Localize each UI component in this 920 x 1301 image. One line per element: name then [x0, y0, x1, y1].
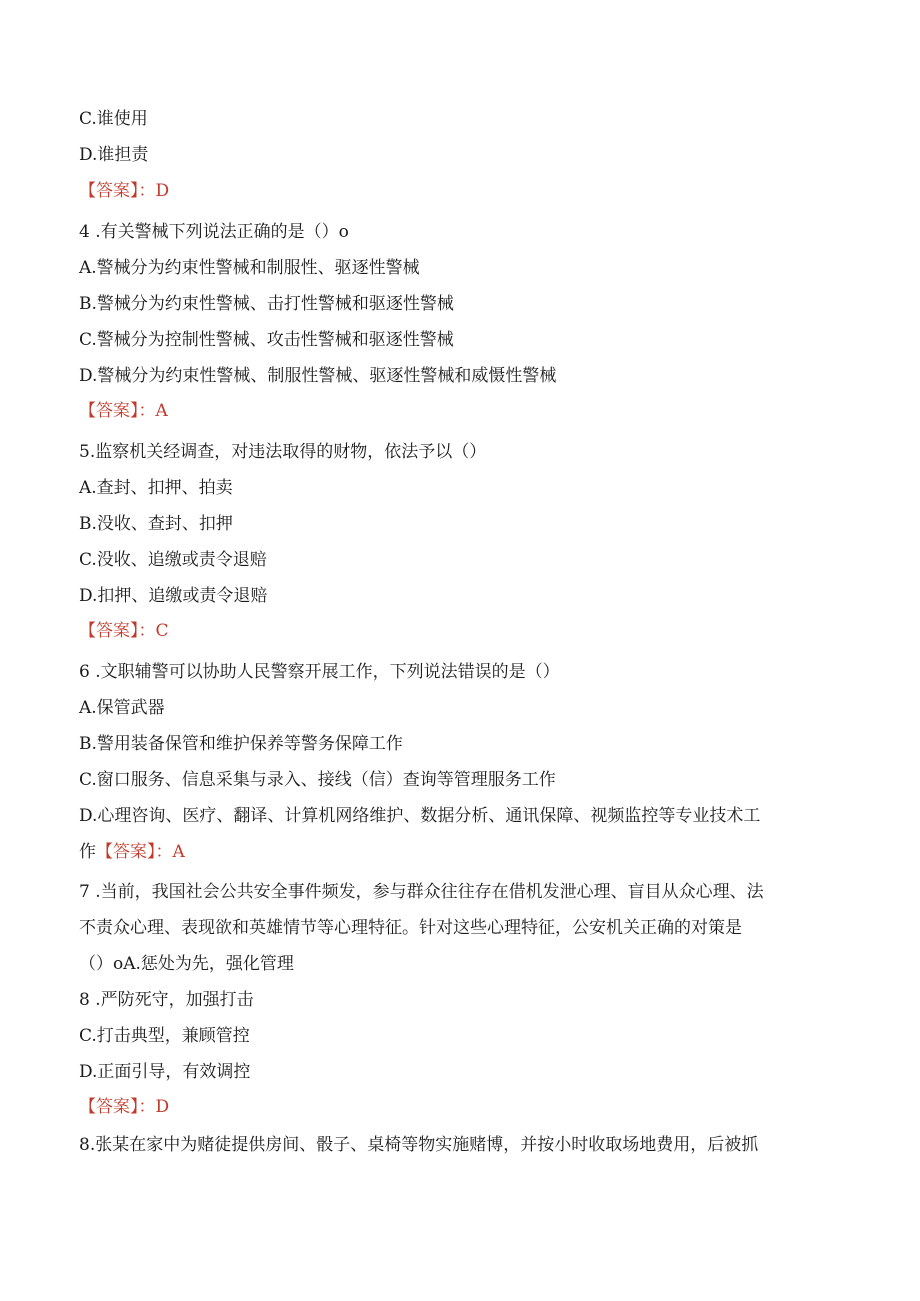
option-d-q6: D.心理咨询、医疗、翻译、计算机网络维护、数据分析、通讯保障、视频监控等专业技术工	[79, 806, 761, 826]
option-d-q3: D.谁担责	[79, 145, 149, 165]
option-a-q4: A.警械分为约束性警械和制服性、驱逐性警械	[79, 258, 420, 278]
option-d-q4: D.警械分为约束性警械、制服性警械、驱逐性警械和威慑性警械	[79, 366, 557, 386]
option-c-q5: C.没收、追缴或责令退赔	[79, 550, 267, 570]
option-d-q7: D.正面引导，有效调控	[79, 1062, 251, 1082]
answer-q4: 【答案】：A	[79, 401, 168, 421]
option-d-q6-continued	[79, 841, 185, 863]
option-a-q6: A.保管武器	[79, 698, 165, 718]
question-5: 5.监察机关经调查，对违法取得的财物，依法予以（）	[79, 442, 487, 462]
question-7-line-3: （）oA.惩处为先，强化管理	[79, 954, 294, 974]
option-d-q5: D.扣押、追缴或责令退赔	[79, 586, 268, 606]
option-b-q4: B.警械分为约束性警械、击打性警械和驱逐性警械	[79, 294, 454, 314]
option-c-q6: C.窗口服务、信息采集与录入、接线（信）查询等管理服务工作	[79, 770, 556, 790]
question-6: 6 .文职辅警可以协助人民警察开展工作，下列说法错误的是（）	[79, 662, 560, 682]
option-b-q5: B.没收、查封、扣押	[79, 514, 233, 534]
question-7-line-2: 不责众心理、表现欲和英雄情节等心理特征。针对这些心理特征，公安机关正确的对策是	[79, 918, 742, 938]
answer-q6: 【答案】：A	[96, 842, 185, 862]
option-c-q4: C.警械分为控制性警械、攻击性警械和驱逐性警械	[79, 330, 454, 350]
option-c-q3: C.谁使用	[79, 109, 148, 129]
option-c-q7: C.打击典型，兼顾管控	[79, 1026, 250, 1046]
option-a-q5: A.查封、扣押、拍卖	[79, 478, 233, 498]
option-d-q6-tail: 作	[79, 842, 96, 862]
option-b-q7: 8 .严防死守，加强打击	[79, 990, 254, 1010]
answer-q5: 【答案】：C	[79, 621, 169, 641]
question-8: 8.张某在家中为赌徒提供房间、骰子、桌椅等物实施赌博，并按小时收取场地费用，后被抓	[79, 1135, 759, 1155]
option-b-q6: B.警用装备保管和维护保养等警务保障工作	[79, 734, 403, 754]
question-4: 4 .有关警械下列说法正确的是（）o	[79, 222, 349, 242]
question-7-line-1: 7 .当前，我国社会公共安全事件频发，参与群众往往存在借机发泄心理、盲目从众心理、法	[79, 882, 764, 902]
answer-q7: 【答案】：D	[79, 1097, 170, 1117]
answer-q3: 【答案】：D	[79, 181, 170, 201]
